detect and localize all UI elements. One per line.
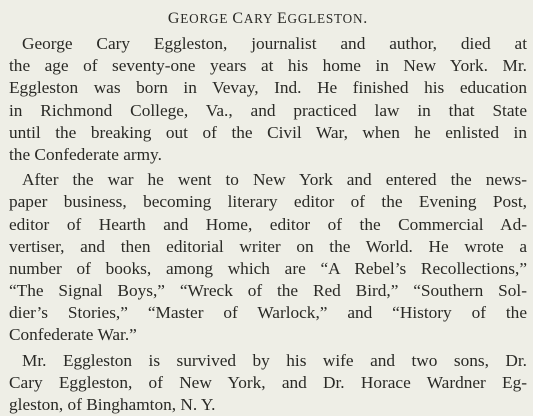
text-line: in Richmond College, Va., and practiced law in that State — [9, 100, 527, 120]
text-line: “The Signal Boys,” “Wreck of the Red Bird,” “Southern Sol- — [9, 281, 527, 301]
text-line: After the war he went to New York and entered the news- — [22, 170, 527, 190]
article-title — [9, 8, 527, 30]
title-initial-e: E — [276, 10, 288, 27]
title-small-caps-eorge: EORGE — [180, 11, 233, 26]
title-initial-c: C — [232, 10, 244, 27]
text-line: dier’s Stories,” “Master of Warlock,” and “History of the — [9, 303, 527, 323]
text-line: gleston, of Binghamton, N. Y. — [9, 395, 216, 414]
title-period: . — [363, 10, 369, 27]
title-small-caps-ggleston: GGLESTON — [287, 11, 364, 26]
title-small-caps-ary: ARY — [243, 11, 277, 26]
text-line: Confederate War.” — [9, 325, 137, 345]
text-line: George Cary Eggleston, journalist and author, died at — [22, 34, 527, 53]
paragraph-career — [9, 169, 527, 347]
text-line: vertiser, and then editorial writer on the World. He wrote a — [9, 236, 527, 256]
text-line: until the breaking out of the Civil War, when he enlisted in — [9, 122, 527, 142]
text-line: paper business, becoming literary editor of the Evening Post, — [9, 192, 527, 212]
paragraph-survivors — [9, 350, 527, 416]
text-line: the Confederate army. — [9, 144, 162, 164]
text-line: number of books, among which are “A Rebel’s Recollections,” — [9, 258, 527, 278]
text-line: Mr. Eggleston is survived by his wife and two sons, Dr. — [22, 350, 527, 370]
text-line: Eggleston was born in Vevay, Ind. He finished his education — [9, 78, 527, 98]
title-initial-g: G — [167, 10, 181, 27]
text-line: editor of Hearth and Home, editor of the Commercial Ad- — [9, 214, 527, 234]
paragraph-biography — [9, 33, 527, 166]
text-line: the age of seventy-one years at his home in New York. Mr. — [9, 56, 527, 76]
text-line: Cary Eggleston, of New York, and Dr. Horace Wardner Eg- — [9, 372, 527, 392]
